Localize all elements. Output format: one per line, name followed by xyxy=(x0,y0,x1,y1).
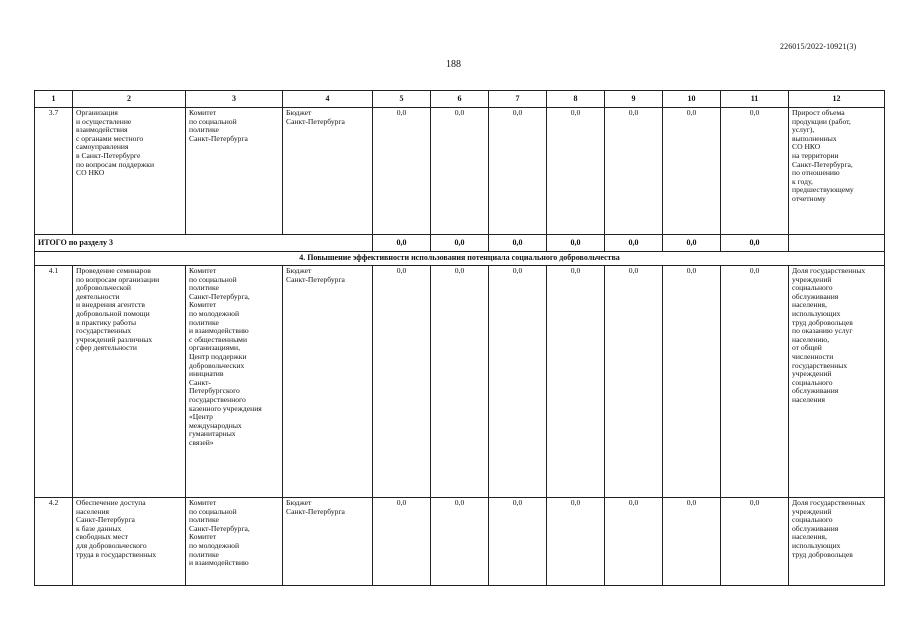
total-value: 0,0 xyxy=(373,235,431,252)
executor: Комитет по социальной политике Санкт-Петербурга, Комитет по молодежной политике и взаимодействию xyxy=(186,498,283,586)
value-cell: 0,0 xyxy=(431,108,489,235)
section-4-header-row xyxy=(35,252,885,266)
total-row-section-3 xyxy=(35,235,885,252)
section-title: 4. Повышение эффективности использования потенциала социального добровольчества xyxy=(35,252,885,266)
value-cell: 0,0 xyxy=(721,108,789,235)
value-cell: 0,0 xyxy=(373,108,431,235)
program-table xyxy=(34,90,885,586)
column-number: 10 xyxy=(663,91,721,108)
column-number: 1 xyxy=(35,91,73,108)
row-number: 4.2 xyxy=(35,498,73,586)
value-cell: 0,0 xyxy=(489,108,547,235)
value-cell: 0,0 xyxy=(605,266,663,498)
value-cell: 0,0 xyxy=(721,498,789,586)
column-number: 8 xyxy=(547,91,605,108)
event-name: Обеспечение доступа населения Санкт-Петербурга к базе данных свободных мест для добровольческого труда в государственных xyxy=(73,498,186,586)
table-row-3-7 xyxy=(35,108,885,235)
value-cell: 0,0 xyxy=(605,108,663,235)
empty-cell xyxy=(789,235,885,252)
column-number: 7 xyxy=(489,91,547,108)
indicator: Прирост объема продукции (работ, услуг), выполненных СО НКО на территории Санкт-Петербурга, по отношению к году, предшествующему отчетному xyxy=(789,108,885,235)
column-number: 6 xyxy=(431,91,489,108)
value-cell: 0,0 xyxy=(431,498,489,586)
value-cell: 0,0 xyxy=(547,498,605,586)
value-cell: 0,0 xyxy=(373,266,431,498)
column-number-row xyxy=(35,91,885,108)
value-cell: 0,0 xyxy=(663,108,721,235)
total-value: 0,0 xyxy=(721,235,789,252)
funding-source: Бюджет Санкт-Петербурга xyxy=(283,108,373,235)
column-number: 4 xyxy=(283,91,373,108)
table-row-4-2 xyxy=(35,498,885,586)
value-cell: 0,0 xyxy=(431,266,489,498)
total-value: 0,0 xyxy=(547,235,605,252)
total-value: 0,0 xyxy=(605,235,663,252)
event-name: Организация и осуществление взаимодействия с органами местного самоуправления в Санкт-Петербурге по вопросам поддержки СО НКО xyxy=(73,108,186,235)
value-cell: 0,0 xyxy=(547,266,605,498)
funding-source: Бюджет Санкт-Петербурга xyxy=(283,266,373,498)
value-cell: 0,0 xyxy=(547,108,605,235)
executor: Комитет по социальной политике Санкт-Петербурга, Комитет по молодежной политике и взаимодействию с общественными организациями, Центр поддержки добровольческих инициатив Санкт- Петербургского государственного казенного учреждения «Центр международных гуманитарных связей» xyxy=(186,266,283,498)
column-number: 9 xyxy=(605,91,663,108)
value-cell: 0,0 xyxy=(663,498,721,586)
row-number: 3.7 xyxy=(35,108,73,235)
event-name: Проведение семинаров по вопросам организации добровольческой деятельности и внедрения агентств добровольной помощи в практику работы государственных учреждений различных сфер деятельности xyxy=(73,266,186,498)
column-number: 2 xyxy=(73,91,186,108)
executor: Комитет по социальной политике Санкт-Петербурга xyxy=(186,108,283,235)
indicator: Доля государственных учреждений социального обслуживания населения, использующих труд добровольцев xyxy=(789,498,885,586)
page-number: 188 xyxy=(446,59,461,70)
indicator: Доля государственных учреждений социального обслуживания населения, использующих труд добровольцев по оказанию услуг населению, от общей численности государственных учреждений социального обслуживания населения xyxy=(789,266,885,498)
value-cell: 0,0 xyxy=(489,498,547,586)
value-cell: 0,0 xyxy=(373,498,431,586)
column-number: 5 xyxy=(373,91,431,108)
total-value: 0,0 xyxy=(489,235,547,252)
column-number: 3 xyxy=(186,91,283,108)
total-label: ИТОГО по разделу 3 xyxy=(35,235,373,252)
funding-source: Бюджет Санкт-Петербурга xyxy=(283,498,373,586)
row-number: 4.1 xyxy=(35,266,73,498)
value-cell: 0,0 xyxy=(663,266,721,498)
document-id: 226015/2022-10921(3) xyxy=(780,42,857,51)
table-row-4-1 xyxy=(35,266,885,498)
column-number: 12 xyxy=(789,91,885,108)
value-cell: 0,0 xyxy=(489,266,547,498)
total-value: 0,0 xyxy=(663,235,721,252)
value-cell: 0,0 xyxy=(721,266,789,498)
total-value: 0,0 xyxy=(431,235,489,252)
column-number: 11 xyxy=(721,91,789,108)
value-cell: 0,0 xyxy=(605,498,663,586)
